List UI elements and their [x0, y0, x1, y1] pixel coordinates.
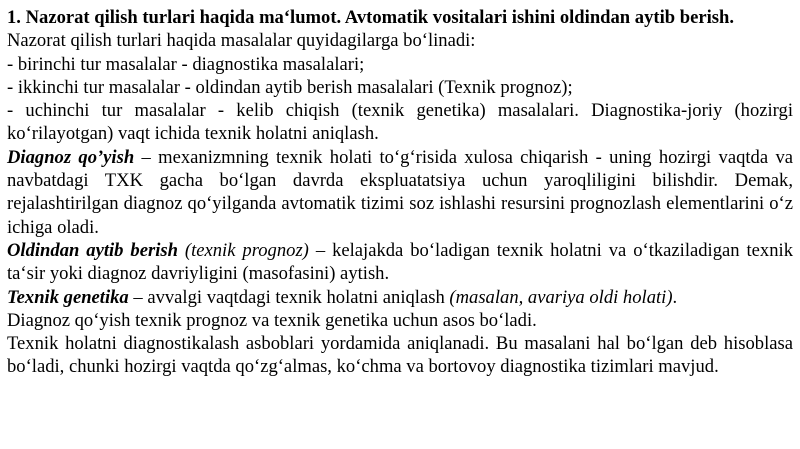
- basis-paragraph: Diagnoz qo‘yish texnik prognoz va texnik genetika uchun asos bo‘ladi.: [7, 309, 537, 331]
- closing-paragraph: Texnik holatni diagnostikalash asboblari yordamida aniqlanadi. Bu masalani hal bo‘lgan deb hisoblasa bo‘ladi, chunki hozirgi vaqtda qo‘zg‘almas, ko‘chma va bortovoy diagnostika tizimlari mavjud.: [7, 333, 793, 378]
- prognoz-text: – kelajakda bo‘ladigan texnik holatni va o‘tkaziladigan texnik ta‘sir yoki diagnoz davriyligini (masofasini) aytish.: [7, 239, 793, 285]
- diagnoz-text: – mexanizmning texnik holati to‘g‘risida xulosa chiqarish - uning hozirgi vaqtda va navbatdagi TXK gacha bo‘lgan davrda ekspluatatsiya uchun yaroqliligini bilishdir. Demak, rejalashtirilgan diagnoz qo‘yilganda avtomatik tizimi soz ishlashi resursini prognozlash elementlarini o‘z ichiga oladi.: [7, 146, 793, 238]
- diagnoz-term: Diagnoz qo’yish: [7, 146, 135, 168]
- list-item-first: - birinchi tur masalalar - diagnostika masalalari;: [7, 53, 365, 75]
- genetika-paragraph: [7, 286, 793, 309]
- genetika-text: – avvalgi vaqtdagi texnik holatni aniqlash: [128, 286, 450, 308]
- section-heading: 1. Nazorat qilish turlari haqida ma‘lumot. Avtomatik vositalari ishini oldindan aytib berish.: [7, 7, 734, 28]
- genetika-example: (masalan, avariya oldi holati): [449, 286, 673, 308]
- prognoz-paren: (texnik prognoz): [177, 239, 309, 261]
- genetika-term: Texnik genetika: [7, 286, 129, 308]
- prognoz-term: Oldindan aytib berish: [7, 239, 178, 261]
- diagnoz-paragraph: [7, 146, 793, 239]
- prognoz-paragraph: [7, 239, 793, 286]
- list-item-second: - ikkinchi tur masalalar - oldindan aytib berish masalalari (Texnik prognoz);: [7, 76, 573, 98]
- intro-paragraph: Nazorat qilish turlari haqida masalalar quyidagilarga bo‘linadi:: [7, 30, 476, 52]
- genetika-end: .: [672, 286, 678, 308]
- list-item-third: - uchinchi tur masalalar - kelib chiqish (texnik genetika) masalalari. Diagnostika-joriy (hozirgi ko‘rilayotgan) vaqt ichida texnik holatni aniqlash.: [7, 100, 793, 145]
